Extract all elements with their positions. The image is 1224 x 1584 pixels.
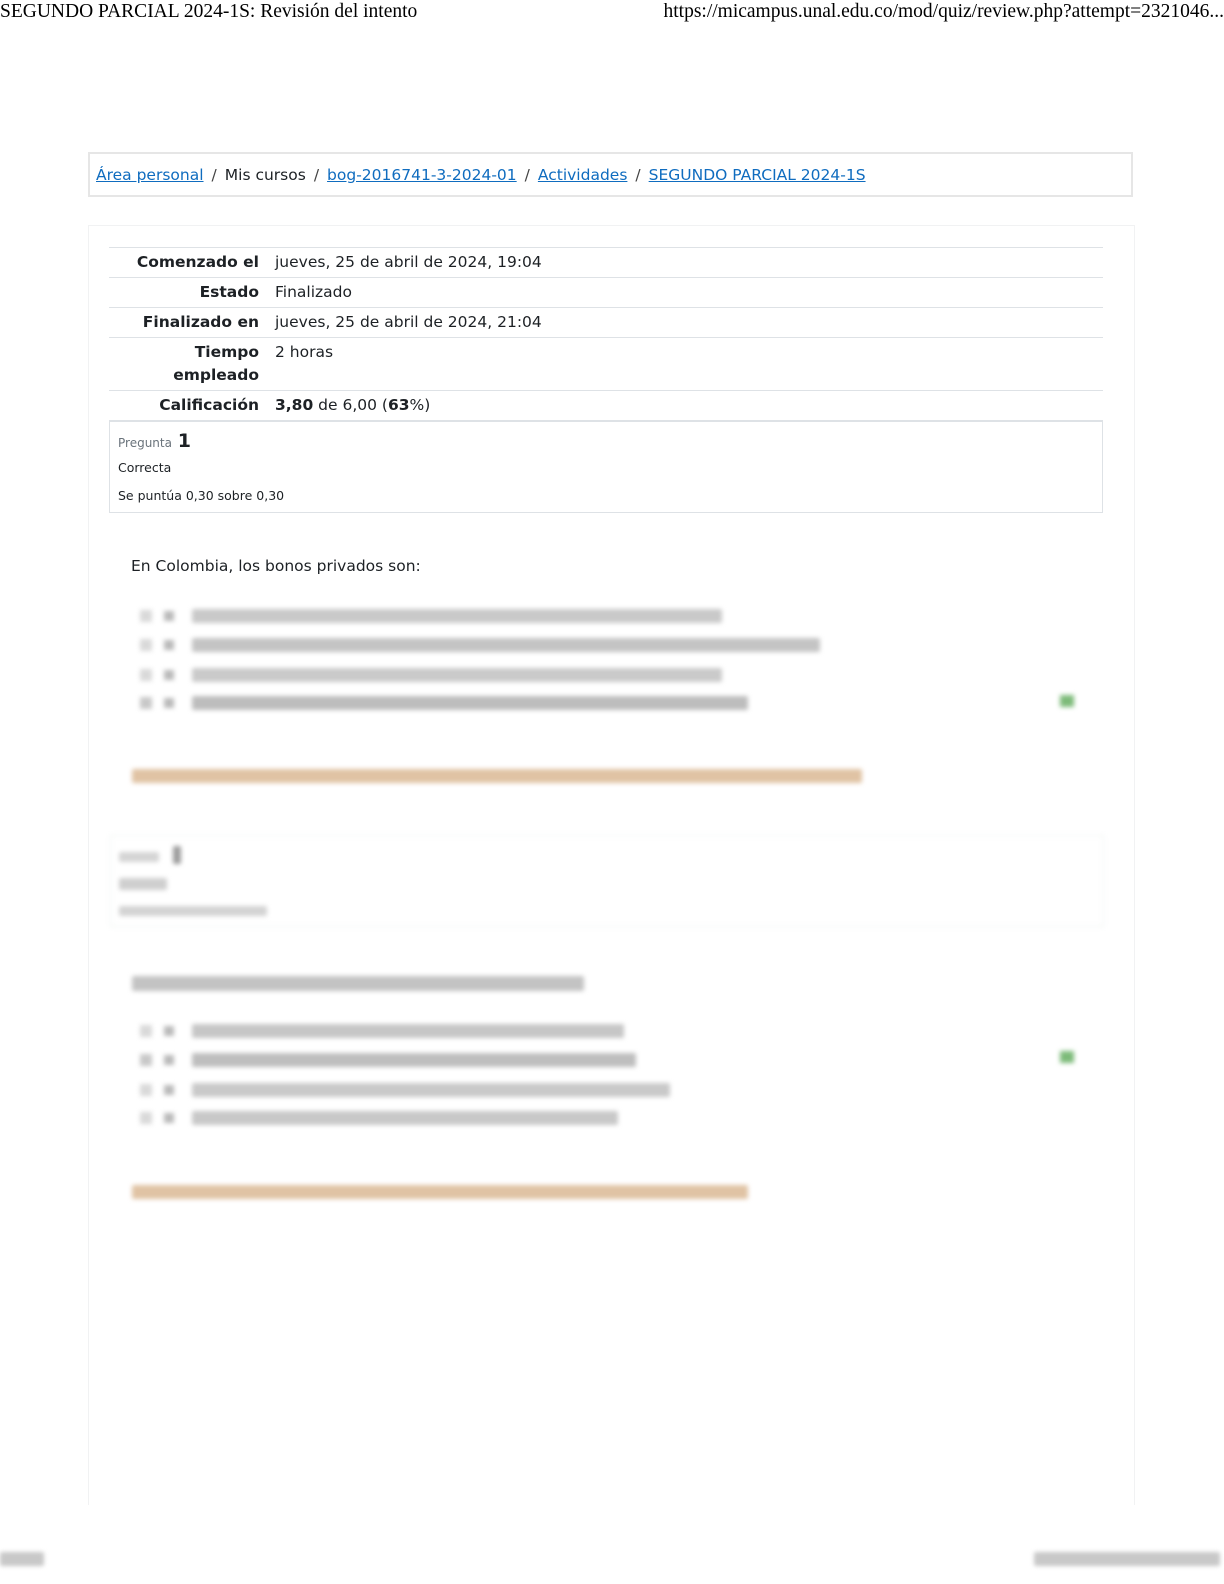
print-page-url: https://micampus.unal.edu.co/mod/quiz/review.php?attempt=2321046...	[663, 1, 1224, 22]
option-letter	[164, 1055, 174, 1065]
summary-value	[275, 391, 1103, 421]
breadcrumb-actividades[interactable]: Actividades	[537, 166, 628, 184]
option-radio	[140, 639, 152, 651]
option-radio	[140, 1054, 152, 1066]
grade-end: %)	[409, 396, 431, 414]
breadcrumb	[96, 166, 866, 184]
option-radio	[140, 1025, 152, 1037]
attempt-summary-table	[109, 247, 1103, 421]
breadcrumb-separator: /	[524, 166, 530, 184]
print-date-blurred	[1034, 1550, 1224, 1568]
question-number-line	[118, 430, 191, 452]
breadcrumb-quiz[interactable]: SEGUNDO PARCIAL 2024-1S	[648, 166, 866, 184]
correct-check-icon	[1060, 695, 1074, 707]
summary-value: jueves, 25 de abril de 2024, 19:04	[275, 253, 542, 271]
summary-label: Calificación	[159, 396, 259, 414]
option-radio	[140, 697, 152, 709]
blurred-content	[88, 595, 1135, 1505]
print-header	[0, 0, 1224, 26]
question-label: Pregunta	[118, 436, 172, 450]
summary-value: Finalizado	[275, 283, 352, 301]
summary-value: jueves, 25 de abril de 2024, 21:04	[275, 313, 542, 331]
option-text-blurred	[192, 1111, 618, 1125]
grade-mid: de 6,00 (	[313, 396, 388, 414]
summary-label: Tiempo empleado	[173, 343, 259, 384]
grade-score: 3,80	[275, 396, 314, 414]
option-text-blurred	[192, 1083, 670, 1097]
question-state-blurred	[119, 878, 167, 890]
question-info-box-blurred	[110, 835, 1104, 927]
option-text-blurred	[192, 668, 722, 682]
breadcrumb-mis-cursos: Mis cursos	[224, 166, 306, 184]
page-number-blurred	[0, 1550, 48, 1568]
option-radio	[140, 669, 152, 681]
option-text-blurred	[192, 609, 722, 623]
option-radio	[140, 1112, 152, 1124]
summary-row-finished	[109, 308, 1103, 338]
question-number: 1	[177, 430, 192, 452]
question-text-blurred	[132, 976, 584, 991]
question-label-blurred	[119, 852, 159, 862]
summary-label: Comenzado el	[136, 253, 259, 271]
breadcrumb-separator: /	[211, 166, 217, 184]
question-grade: Se puntúa 0,30 sobre 0,30	[118, 488, 285, 503]
summary-value: 2 horas	[275, 343, 334, 361]
option-text-blurred	[192, 1024, 624, 1038]
option-radio	[140, 610, 152, 622]
option-text-blurred	[192, 638, 820, 652]
option-radio	[140, 1084, 152, 1096]
grade-percent: 63	[387, 396, 410, 414]
correct-answer-feedback-blurred	[132, 769, 862, 783]
summary-label: Finalizado en	[142, 313, 259, 331]
summary-label: Estado	[199, 283, 259, 301]
summary-row-state	[109, 278, 1103, 308]
option-text-blurred	[192, 1053, 636, 1067]
breadcrumb-separator: /	[635, 166, 641, 184]
option-letter	[164, 1113, 174, 1123]
option-letter	[164, 1085, 174, 1095]
question-number-blurred	[173, 846, 181, 864]
option-letter	[164, 670, 174, 680]
summary-row-time	[109, 338, 1103, 391]
option-text-blurred	[192, 696, 748, 710]
option-letter	[164, 1026, 174, 1036]
breadcrumb-area-personal[interactable]: Área personal	[96, 166, 204, 184]
question-info-box	[109, 421, 1103, 513]
breadcrumb-course[interactable]: bog-2016741-3-2024-01	[327, 166, 517, 184]
question-state: Correcta	[118, 460, 172, 475]
breadcrumb-container	[88, 152, 1133, 197]
option-letter	[164, 611, 174, 621]
question-text: En Colombia, los bonos privados son:	[131, 557, 421, 575]
option-letter	[164, 698, 174, 708]
print-page-title: SEGUNDO PARCIAL 2024-1S: Revisión del intento	[0, 1, 418, 22]
correct-answer-feedback-blurred	[132, 1185, 748, 1199]
option-letter	[164, 640, 174, 650]
summary-row-grade	[109, 391, 1103, 421]
breadcrumb-separator: /	[313, 166, 320, 184]
correct-check-icon	[1060, 1051, 1074, 1063]
summary-row-started	[109, 248, 1103, 278]
question-grade-blurred	[119, 906, 267, 916]
